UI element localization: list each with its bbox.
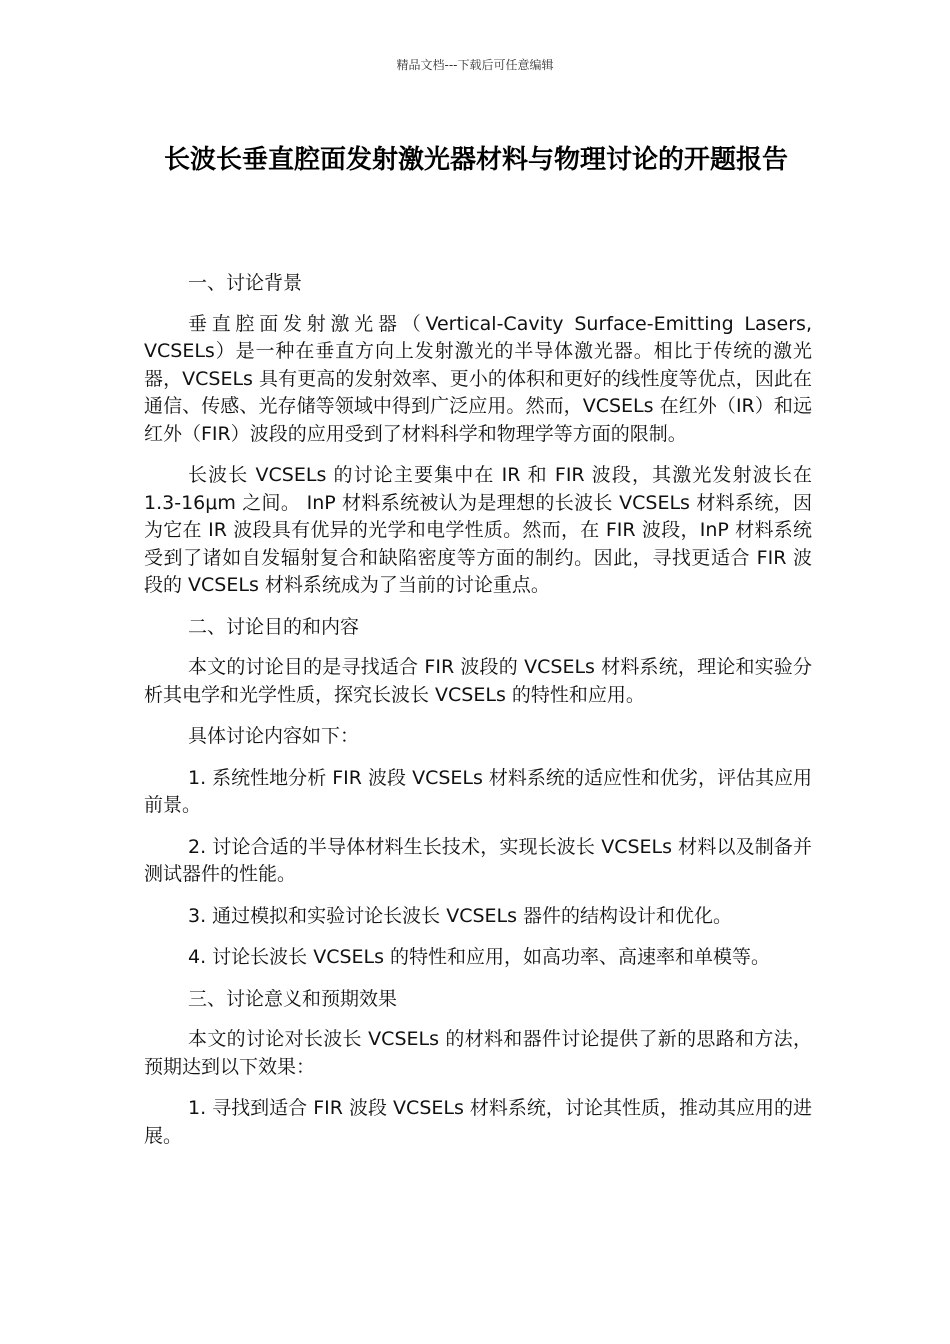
paragraph-purpose: 本文的讨论目的是寻找适合 FIR 波段的 VCSELs 材料系统，理论和实验分析其电学和光学性质，探究长波长 VCSELs 的特性和应用。 xyxy=(144,656,812,706)
section-heading-background: 一、讨论背景 xyxy=(188,272,303,294)
page-header: 精品文档---下载后可任意编辑 xyxy=(396,58,554,72)
paragraph-content-intro: 具体讨论内容如下： xyxy=(188,725,360,747)
list-item-3: 3. 通过模拟和实验讨论长波长 VCSELs 器件的结构设计和优化。 xyxy=(188,904,733,927)
list-item-2: 2. 讨论合适的半导体材料生长技术，实现长波长 VCSELs 材料以及制备并测试器件的性能。 xyxy=(144,835,812,885)
paragraph-long-wavelength: 长波长 VCSELs 的讨论主要集中在 IR 和 FIR 波段，其激光发射波长在 1.3-16μm 之间。 InP 材料系统被认为是理想的长波长 VCSELs 材料系统，因为它在 IR 波段具有优异的光学和电学性质。然而，在 FIR 波段，InP 材料系统受到了诸如自发辐射复合和缺陷密度等方面的制约。因此，寻找更适合 FIR 波段的 VCSELs 材料系统成为了当前的讨论重点。 xyxy=(144,464,812,596)
paragraph-significance: 本文的讨论对长波长 VCSELs 的材料和器件讨论提供了新的思路和方法，预期达到以下效果： xyxy=(144,1028,812,1078)
list-item-1: 1. 系统性地分析 FIR 波段 VCSELs 材料系统的适应性和优劣，评估其应用前景。 xyxy=(144,766,812,816)
document-title: 长波长垂直腔面发射激光器材料与物理讨论的开题报告 xyxy=(163,145,788,175)
effect-item-1: 1. 寻找到适合 FIR 波段 VCSELs 材料系统，讨论其性质，推动其应用的进展。 xyxy=(144,1097,812,1147)
list-item-4: 4. 讨论长波长 VCSELs 的特性和应用，如高功率、高速率和单模等。 xyxy=(188,946,771,968)
section-heading-purpose: 二、讨论目的和内容 xyxy=(188,615,360,638)
document-body xyxy=(144,270,812,1164)
paragraph-vcsel-intro: 垂直腔面发射激光器（Vertical-Cavity Surface-Emitting Lasers, VCSELs）是一种在垂直方向上发射激光的半导体激光器。相比于传统的激光器，VCSELs 具有更高的发射效率、更小的体积和更好的线性度等优点，因此在通信、传感、光存储等领域中得到广泛应用。然而，VCSELs 在红外（IR）和远红外（FIR）波段的应用受到了材料科学和物理学等方面的限制。 xyxy=(144,312,812,445)
section-heading-significance: 三、讨论意义和预期效果 xyxy=(188,987,398,1010)
